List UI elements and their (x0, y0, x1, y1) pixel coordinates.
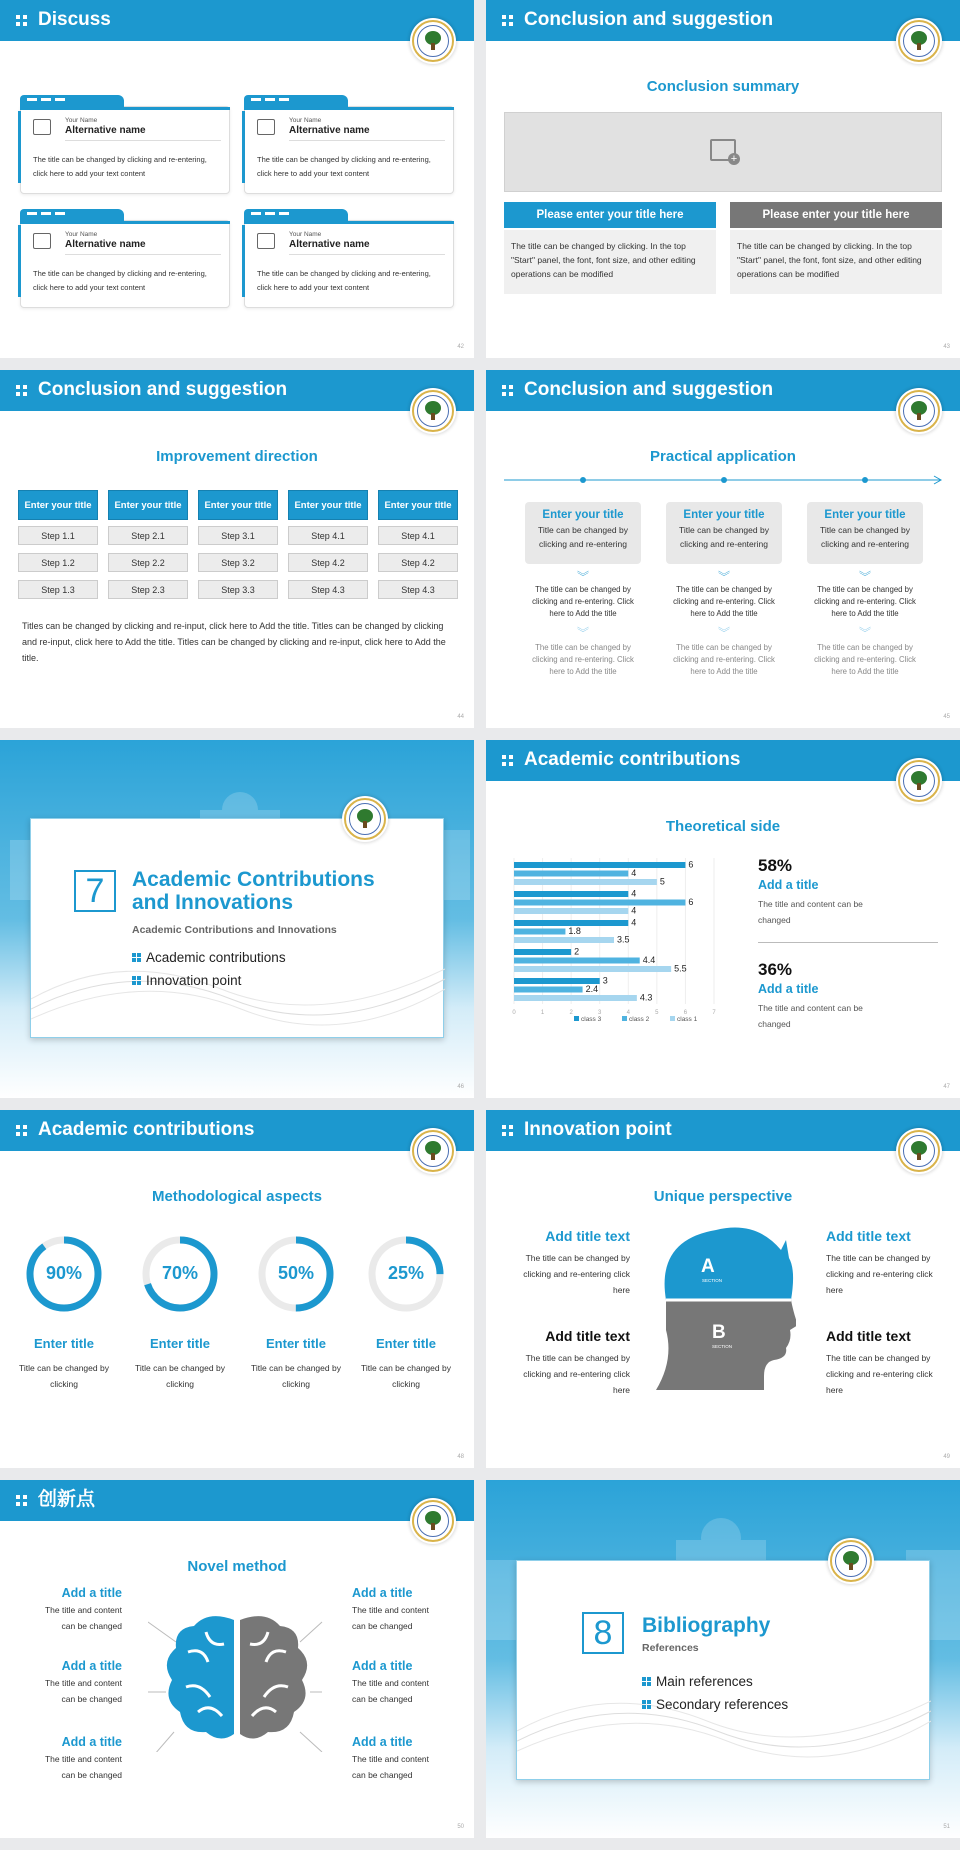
section-heading: Theoretical side (665, 818, 781, 835)
card-title: Enter your title (683, 509, 765, 521)
bar-value-label: 4 (631, 905, 637, 916)
university-logo (898, 760, 940, 802)
section-title-line1: Academic Contributions (132, 868, 375, 891)
head-label-a: A (701, 1256, 715, 1277)
university-logo (898, 20, 940, 62)
page-number: 46 (457, 1084, 464, 1090)
profile-card[interactable] (20, 220, 230, 308)
slide-title-bar (486, 740, 960, 781)
x-tick-label: 4 (626, 1010, 630, 1016)
chevron-down-icon: ︾ (858, 570, 871, 584)
section-title: Bibliography (642, 1614, 771, 1637)
step-cell[interactable]: Step 3.3 (198, 580, 278, 599)
step-cell[interactable]: Step 4.2 (378, 553, 458, 572)
application-card[interactable] (807, 502, 923, 564)
university-logo (898, 1130, 940, 1172)
progress-label: 25% (387, 1263, 425, 1283)
card-title: Enter your title (824, 509, 906, 521)
legend-swatch (622, 1016, 627, 1021)
column-header[interactable]: Enter your title (108, 490, 188, 520)
title-button[interactable]: Please enter your title here (504, 202, 716, 228)
bar-value-label: 4.3 (639, 992, 653, 1003)
method-title: Add a title (352, 1586, 413, 1600)
progress-label: 50% (277, 1263, 315, 1283)
section-heading: Methodological aspects (151, 1188, 323, 1205)
method-desc: The title and content can be changed (44, 1754, 122, 1780)
bar (514, 908, 628, 914)
page-number: 49 (943, 1454, 950, 1460)
page-number: 48 (457, 1454, 464, 1460)
item-desc: Title can be changed by clicking (135, 1363, 225, 1389)
method-desc: The title and content can be changed (44, 1605, 122, 1631)
item-title: Enter title (266, 1336, 326, 1351)
item-desc: Title can be changed by clicking (361, 1363, 451, 1389)
image-placeholder-icon (33, 119, 51, 135)
bullet-label: Main references (656, 1674, 753, 1689)
step-cell[interactable]: Step 1.2 (18, 553, 98, 572)
image-placeholder[interactable] (504, 112, 942, 192)
step-cell[interactable]: Step 3.1 (198, 526, 278, 545)
slide-title: Academic contributions (38, 1119, 255, 1140)
grid-dots-icon (16, 15, 27, 26)
page-number: 51 (943, 1824, 950, 1830)
bar (514, 891, 628, 897)
card-name: Alternative name (289, 239, 370, 250)
point-title: Add title text (826, 1328, 911, 1344)
head-section-a: SECTION (702, 1278, 723, 1283)
bullet-label: Secondary references (656, 1697, 789, 1712)
bar (514, 900, 685, 906)
application-card[interactable] (525, 502, 641, 564)
slide-title-bar (486, 370, 960, 411)
bullet-label: Academic contributions (146, 950, 286, 965)
bar (514, 995, 637, 1001)
slide-title: Conclusion and suggestion (524, 9, 774, 30)
university-logo (412, 20, 454, 62)
divider (758, 942, 938, 943)
slide-discuss[interactable] (0, 0, 474, 358)
card-desc: The title can be changed by clicking and re-entering, click here to add your text content (33, 269, 207, 292)
bullet-item[interactable] (642, 1697, 788, 1712)
column-header[interactable]: Enter your title (18, 490, 98, 520)
x-tick-label: 0 (512, 1010, 516, 1016)
slide-title: Conclusion and suggestion (38, 379, 288, 400)
item-title: Enter title (376, 1336, 436, 1351)
stat-desc: The title and content can be changed (758, 1003, 863, 1029)
method-title: Add a title (352, 1735, 413, 1749)
slide-practical-application[interactable] (486, 370, 960, 728)
bar (514, 966, 671, 972)
image-placeholder-icon (33, 233, 51, 249)
card-name: Alternative name (65, 239, 146, 250)
page-number: 44 (457, 714, 464, 720)
point-desc: The title can be changed by clicking and re-entering click here (523, 1353, 630, 1395)
slide-title-bar (486, 1110, 960, 1151)
step-cell[interactable]: Step 2.1 (108, 526, 188, 545)
grid-dots-icon (502, 15, 513, 26)
card-desc: The title can be changed by clicking and re-entering, click here to add your text content (257, 155, 431, 178)
method-title: Add a title (352, 1659, 413, 1673)
step-text: The title can be changed by clicking and re-entering. Click here to Add the title (814, 643, 916, 676)
slide-title: Conclusion and suggestion (524, 379, 774, 400)
legend-label: class 3 (581, 1016, 602, 1022)
item-title: Enter title (34, 1336, 94, 1351)
grid-dots-icon (132, 953, 141, 962)
stat-desc: The title and content can be changed (758, 899, 863, 925)
section-heading: Unique perspective (653, 1188, 793, 1205)
step-text: The title can be changed by clicking and re-entering. Click here to Add the title (814, 585, 916, 618)
grid-dots-icon (502, 755, 513, 766)
stat-title: Add a title (758, 982, 819, 996)
step-text: The title can be changed by clicking and re-entering. Click here to Add the title (673, 585, 775, 618)
chevron-down-icon: ︾ (717, 626, 730, 640)
page-number: 45 (943, 714, 950, 720)
university-logo (898, 390, 940, 432)
point-title: Add title text (826, 1228, 911, 1244)
bar (514, 987, 583, 993)
column-header[interactable]: Enter your title (288, 490, 368, 520)
bar (514, 949, 571, 955)
card-desc: The title can be changed by clicking and re-entering, click here to add your text content (257, 269, 431, 292)
bar-value-label: 3 (602, 975, 608, 986)
slide-title: 创新点 (38, 1489, 96, 1510)
timeline-arrow (504, 474, 946, 486)
x-tick-label: 2 (569, 1010, 573, 1016)
x-tick-label: 6 (683, 1010, 688, 1016)
x-tick-label: 5 (655, 1010, 659, 1016)
slide-methodological-aspects[interactable] (0, 1110, 474, 1468)
bar-chart (506, 852, 746, 1022)
legend-label: class 1 (677, 1016, 698, 1022)
bar (514, 958, 640, 964)
bar (514, 871, 628, 877)
section-subtitle: Academic Contributions and Innovations (132, 924, 337, 936)
bullet-label: Innovation point (146, 973, 242, 988)
point-desc: The title can be changed by clicking and re-entering click here (826, 1353, 933, 1395)
column-header[interactable]: Enter your title (378, 490, 458, 520)
slide-innovation-point[interactable] (486, 1110, 960, 1468)
add-icon: + (728, 153, 740, 165)
grid-dots-icon (132, 976, 141, 985)
item-title: Enter title (150, 1336, 210, 1351)
step-cell[interactable]: Step 2.2 (108, 553, 188, 572)
step-cell[interactable]: Step 4.3 (378, 580, 458, 599)
body-paragraph: Titles can be changed by clicking and re-input, click here to Add the title. Titles can be changed by clicking and re-input, click here to Add the title. Titles can be changed by clicking and re-input, click here to Add the title. (22, 621, 446, 663)
step-cell[interactable]: Step 4.3 (288, 580, 368, 599)
card-user: Your Name (65, 117, 98, 124)
section-title-line2: and Innovations (132, 891, 294, 914)
bar-value-label: 4 (631, 917, 637, 928)
grid-dots-icon (642, 1677, 651, 1686)
x-tick-label: 7 (712, 1010, 716, 1016)
university-logo (830, 1540, 872, 1582)
slide-title-bar (0, 0, 474, 41)
step-cell[interactable]: Step 2.3 (108, 580, 188, 599)
bar-value-label: 1.8 (568, 926, 581, 936)
section-number: 8 (582, 1612, 624, 1654)
grid-dots-icon (502, 385, 513, 396)
step-cell[interactable]: Step 4.1 (378, 526, 458, 545)
slide-conclusion-summary[interactable] (486, 0, 960, 358)
legend-label: class 2 (629, 1016, 650, 1022)
university-logo (344, 798, 386, 840)
bar-value-label: 4.4 (642, 955, 656, 965)
application-card[interactable] (666, 502, 782, 564)
section-heading: Practical application (650, 448, 796, 465)
point-title: Add title text (545, 1228, 630, 1244)
step-cell[interactable]: Step 4.1 (288, 526, 368, 545)
bar-value-label: 6 (688, 897, 694, 907)
card-desc: The title can be changed by clicking and re-entering, click here to add your text content (33, 155, 207, 178)
progress-label: 70% (161, 1263, 199, 1283)
card-user: Your Name (289, 117, 322, 124)
slide-title-bar (0, 1480, 474, 1521)
step-text: The title can be changed by clicking and re-entering. Click here to Add the title (673, 643, 775, 676)
slide-improvement-direction[interactable] (0, 370, 474, 728)
card-name: Alternative name (65, 125, 146, 136)
progress-label: 90% (45, 1263, 83, 1283)
stat-percent: 58% (758, 856, 793, 875)
bar (514, 862, 685, 868)
slide-title: Academic contributions (524, 749, 741, 770)
profile-card[interactable] (244, 220, 454, 308)
item-desc: Title can be changed by clicking (251, 1363, 341, 1389)
slide-title: Innovation point (524, 1119, 672, 1140)
slide-title-bar (0, 370, 474, 411)
grid-dots-icon (16, 1125, 27, 1136)
method-desc: The title and content can be changed (352, 1678, 430, 1704)
column-header[interactable]: Enter your title (198, 490, 278, 520)
page-number: 47 (943, 1084, 950, 1090)
card-name: Alternative name (289, 125, 370, 136)
page-number: 43 (943, 344, 950, 350)
bar-value-label: 4 (631, 888, 637, 899)
stat-title: Add a title (758, 878, 819, 892)
x-tick-label: 3 (598, 1010, 602, 1016)
bar-value-label: 3.5 (617, 934, 630, 945)
bar-value-label: 5 (659, 876, 665, 887)
slide-theoretical-side[interactable] (486, 740, 960, 1098)
section-heading: Improvement direction (156, 448, 318, 465)
head-label-b: B (712, 1322, 726, 1343)
point-desc: The title can be changed by clicking and re-entering click here (826, 1253, 933, 1295)
grid-dots-icon (502, 1125, 513, 1136)
bullet-item[interactable] (132, 973, 241, 988)
stat-percent: 36% (758, 960, 793, 979)
method-title: Add a title (61, 1586, 122, 1600)
bullet-item[interactable] (132, 950, 286, 965)
page-number: 50 (457, 1824, 464, 1830)
bar (514, 929, 565, 935)
chevron-down-icon: ︾ (576, 570, 589, 584)
method-desc: The title and content can be changed (352, 1605, 430, 1631)
legend-swatch (574, 1016, 579, 1021)
section-number: 7 (74, 870, 116, 912)
bar-value-label: 2 (574, 946, 580, 957)
university-logo (412, 1500, 454, 1542)
card-desc: Title can be changed by clicking and re-entering (679, 525, 769, 549)
method-desc: The title and content can be changed (44, 1678, 122, 1704)
card-title: Enter your title (542, 509, 624, 521)
section-card (516, 1560, 930, 1780)
bar (514, 879, 657, 885)
step-text: The title can be changed by clicking and re-entering. Click here to Add the title (532, 585, 634, 618)
grid-dots-icon (16, 1495, 27, 1506)
grid-dots-icon (16, 385, 27, 396)
point-desc: The title can be changed by clicking and re-entering click here (523, 1253, 630, 1295)
head-profile-icon (646, 1220, 796, 1390)
slide-novel-method[interactable] (0, 1480, 474, 1838)
profile-card[interactable] (20, 106, 230, 194)
legend-swatch (670, 1016, 675, 1021)
bar-value-label: 4 (631, 868, 637, 878)
card-user: Your Name (65, 231, 98, 238)
slide-section-8[interactable] (486, 1480, 960, 1838)
step-cell[interactable]: Step 1.3 (18, 580, 98, 599)
brain-icon (148, 1592, 328, 1752)
bar-value-label: 5.5 (674, 963, 687, 974)
head-section-b: SECTION (712, 1344, 733, 1349)
chevron-down-icon: ︾ (858, 626, 871, 640)
bar-value-label: 2.4 (585, 984, 599, 994)
section-heading: Novel method (187, 1558, 287, 1575)
card-user: Your Name (289, 231, 322, 238)
grid-dots-icon (642, 1700, 651, 1709)
slide-section-7[interactable] (0, 740, 474, 1098)
method-desc: The title and content can be changed (352, 1754, 430, 1780)
image-placeholder-icon (257, 119, 275, 135)
profile-card[interactable] (244, 106, 454, 194)
step-cell[interactable]: Step 1.1 (18, 526, 98, 545)
slide-title-bar (0, 1110, 474, 1151)
chevron-down-icon: ︾ (717, 570, 730, 584)
card-desc: Title can be changed by clicking and re-entering (538, 525, 628, 549)
title-desc: The title can be changed by clicking. In the top "Start" panel, the font, font size, and other editing operations can be modified (730, 230, 942, 294)
x-tick-label: 1 (540, 1010, 545, 1016)
section-heading: Conclusion summary (646, 78, 800, 95)
chevron-down-icon: ︾ (576, 626, 589, 640)
university-logo (412, 390, 454, 432)
slide-title-bar (486, 0, 960, 41)
bar-value-label: 6 (688, 859, 694, 870)
item-desc: Title can be changed by clicking (19, 1363, 109, 1389)
step-text: The title can be changed by clicking and re-entering. Click here to Add the title (532, 643, 634, 676)
image-placeholder-icon (257, 233, 275, 249)
step-cell[interactable]: Step 3.2 (198, 553, 278, 572)
method-title: Add a title (61, 1735, 122, 1749)
point-title: Add title text (545, 1328, 630, 1344)
title-button[interactable]: Please enter your title here (730, 202, 942, 228)
title-desc: The title can be changed by clicking. In the top "Start" panel, the font, font size, and other editing operations can be modified (504, 230, 716, 294)
section-subtitle: References (642, 1642, 699, 1654)
card-desc: Title can be changed by clicking and re-entering (820, 525, 910, 549)
slide-title: Discuss (38, 9, 111, 30)
university-logo (412, 1130, 454, 1172)
page-number: 42 (457, 344, 464, 350)
method-title: Add a title (61, 1659, 122, 1673)
bullet-item[interactable] (642, 1674, 753, 1689)
step-cell[interactable]: Step 4.2 (288, 553, 368, 572)
bar (514, 937, 614, 943)
